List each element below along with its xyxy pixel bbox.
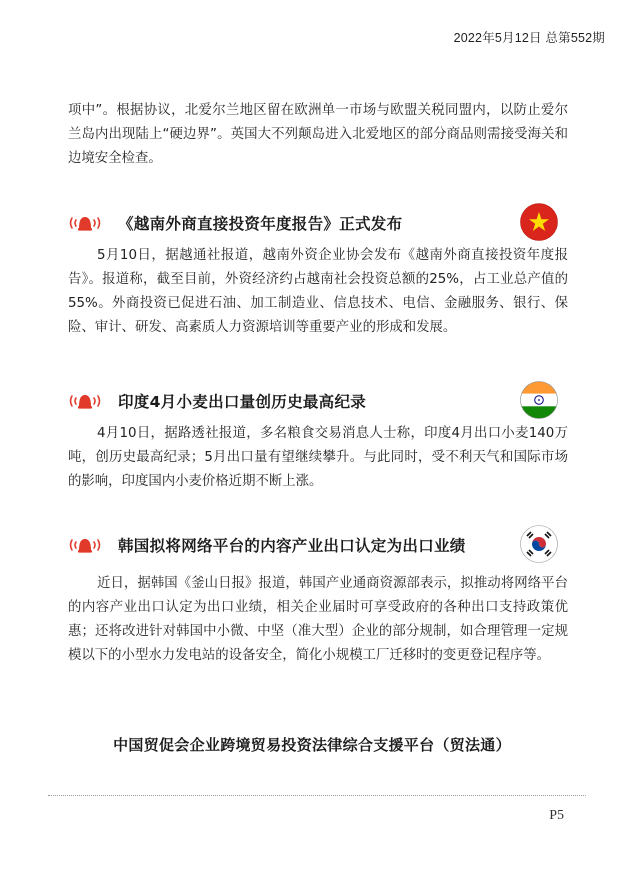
india-flag-icon <box>520 381 558 419</box>
page-number: P5 <box>549 808 564 823</box>
section-heading-korea <box>64 525 564 565</box>
section-title: 印度4月小麦出口量创历史最高纪录 <box>118 393 367 411</box>
section-title: 《越南外商直接投资年度报告》正式发布 <box>118 215 403 233</box>
alarm-bell-icon <box>68 391 102 411</box>
footer-divider <box>48 795 586 796</box>
vietnam-flag-icon <box>520 203 558 241</box>
section-heading-india <box>64 381 564 421</box>
intro-paragraph: 项中”。根据协议，北爱尔兰地区留在欧洲单一市场与欧盟关税同盟内，以防止爱尔兰岛内出现陆上“硬边界”。英国大不列颠岛进入北爱地区的部分商品则需接受海关和边境安全检查。 <box>68 103 568 166</box>
header-date-issue: 2022年5月12日 总第552期 <box>453 31 605 45</box>
section-body: 5月10日，据越通社报道，越南外资企业协会发布《越南外商直接投资年度报告》。报道称，截至目前，外资经济约占越南社会投资总额的25%，占工业总产值的55%。外商投资已促进石油、加工制造业、信息技术、电信、金融服务、银行、保险、审计、研发、高素质人力资源培训等重要产业的形成和发展。 <box>68 248 568 335</box>
section-title: 韩国拟将网络平台的内容产业出口认定为出口业绩 <box>118 537 466 555</box>
footer-platform-title: 中国贸促会企业跨境贸易投资法律综合支援平台（贸法通） <box>113 736 511 754</box>
section-body: 4月10日，据路透社报道，多名粮食交易消息人士称，印度4月出口小麦140万吨，创历史最高纪录；5月出口量有望继续攀升。与此同时，受不利天气和国际市场的影响，印度国内小麦价格近期不断上涨。 <box>68 426 568 489</box>
alarm-bell-icon <box>68 213 102 233</box>
section-body: 近日，据韩国《釜山日报》报道，韩国产业通商资源部表示，拟推动将网络平台的内容产业出口认定为出口业绩，相关企业届时可享受政府的各种出口支持政策优惠；还将改进针对韩国中小微、中坚（准大型）企业的部分规制，如合理管理一定规模以下的小型水力发电站的设备安全，简化小规模工厂迁移时的变更登记程序等。 <box>68 576 568 663</box>
section-heading-vietnam <box>64 203 564 243</box>
south-korea-flag-icon <box>520 525 558 563</box>
alarm-bell-icon <box>68 535 102 555</box>
